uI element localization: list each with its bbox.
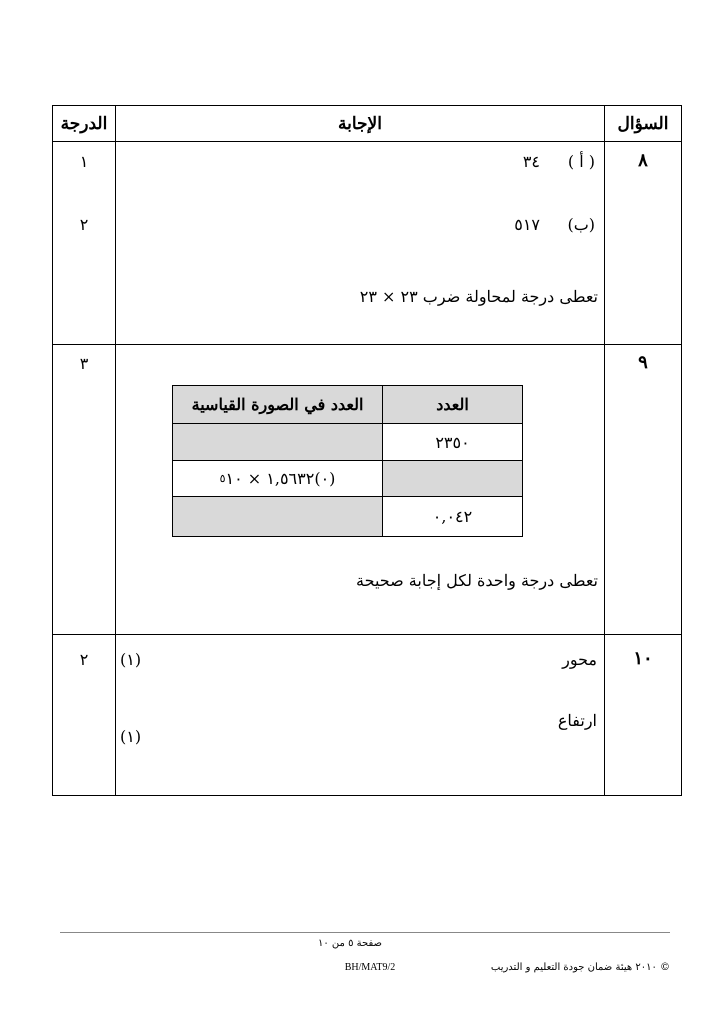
q8-part-a-label: ( أ ) xyxy=(567,152,595,171)
standard-form-table xyxy=(172,385,523,537)
q8-note: تعطى درجة لمحاولة ضرب ٢٣ × ٢٣ xyxy=(359,287,598,306)
q10-item2: ارتفاع xyxy=(557,711,597,730)
standard-form-value: (٠)١,٥٦٣٢ × ١٠ xyxy=(225,469,336,488)
q9-note: تعطى درجة واحدة لكل إجابة صحيحة xyxy=(356,571,598,590)
footer-page: صفحة ٥ من ١٠ xyxy=(318,938,382,949)
footer-rule xyxy=(60,932,670,933)
q10-number: ١٠ xyxy=(633,648,653,669)
question-col-border xyxy=(604,105,605,796)
table-row-2-number xyxy=(383,461,522,497)
footer-copyright: © ٢٠١٠ هيئة ضمان جودة التعليم و التدريب xyxy=(490,962,670,973)
col-header-standard: العدد في الصورة القياسية xyxy=(173,386,383,424)
q8-part-b-value: ٥١٧ xyxy=(514,215,540,234)
header-answer: الإجابة xyxy=(338,114,382,134)
q8-grade-b: ٢ xyxy=(79,215,89,234)
footer-code: BH/MAT9/2 xyxy=(344,962,396,973)
q10-grade: ٢ xyxy=(79,650,89,669)
q8-grade-a: ١ xyxy=(79,152,89,171)
q10-mark2: (١) xyxy=(120,727,142,746)
table-right-border xyxy=(681,105,682,796)
q10-mark1: (١) xyxy=(120,650,142,669)
standard-form-exponent: ٥ xyxy=(219,472,226,485)
table-left-border xyxy=(52,105,53,796)
table-row-1-standard xyxy=(173,424,383,461)
table-row-1-number: ٢٣٥٠ xyxy=(383,424,522,461)
q9-grade: ٣ xyxy=(79,354,89,373)
q8-part-b-label: (ب) xyxy=(567,215,595,234)
q8-number: ٨ xyxy=(638,150,648,171)
q9-number: ٩ xyxy=(638,352,648,373)
row9-bottom-border xyxy=(52,634,682,635)
table-row-2-standard xyxy=(173,461,383,497)
header-question: السؤال xyxy=(617,114,669,134)
table-bottom-border xyxy=(52,795,682,796)
table-row-3-number: ٠,٠٤٢ xyxy=(432,507,473,526)
q10-item1: محور xyxy=(562,650,597,669)
table-row-3-standard xyxy=(173,497,383,536)
header-grade: الدرجة xyxy=(60,114,108,134)
table-top-border xyxy=(52,105,682,106)
grade-col-border xyxy=(115,105,116,796)
row8-bottom-border xyxy=(52,344,682,345)
q8-part-a-value: ٣٤ xyxy=(522,152,540,171)
col-header-number: العدد xyxy=(383,386,522,424)
header-bottom-border xyxy=(52,141,682,142)
